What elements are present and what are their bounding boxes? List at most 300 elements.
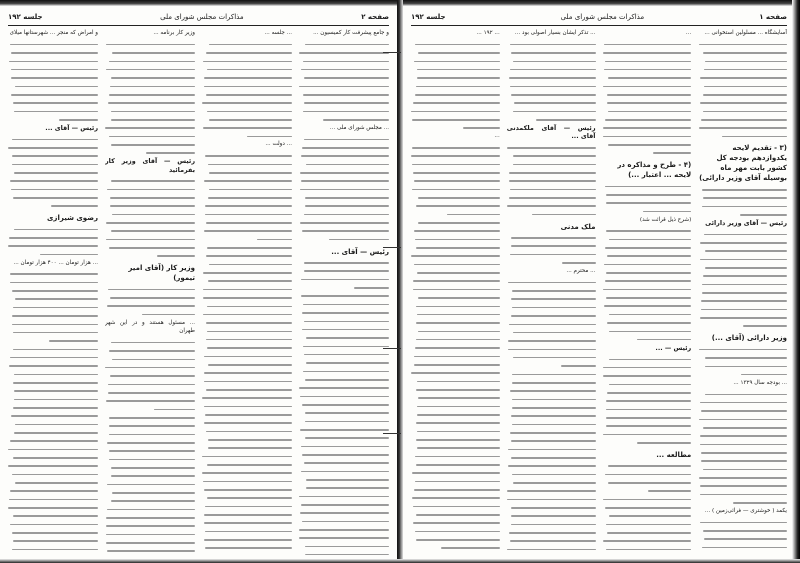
illegible-text-line [202, 502, 292, 510]
illegible-text-line [411, 115, 500, 123]
illegible-text-line [698, 107, 787, 115]
illegible-text-line [299, 476, 389, 484]
illegible-text-line [8, 270, 98, 278]
illegible-text-line [603, 260, 692, 268]
illegible-text-line [8, 57, 98, 65]
left-running-head [8, 10, 389, 24]
illegible-text-line [299, 517, 389, 525]
illegible-text-line [698, 124, 787, 132]
illegible-text-line [105, 464, 195, 472]
illegible-text-line [507, 152, 596, 160]
illegible-text-line [202, 369, 292, 377]
speaker-line: رئیس — ... [655, 343, 692, 352]
illegible-text-line [698, 370, 787, 378]
illegible-text-line [507, 345, 596, 353]
illegible-text-line [411, 65, 500, 73]
illegible-text-line [202, 427, 292, 435]
illegible-text-line [603, 355, 692, 363]
illegible-text-line [299, 409, 389, 417]
illegible-text-line [411, 107, 500, 115]
illegible-text-line [299, 392, 389, 400]
illegible-text-line [507, 90, 596, 98]
illegible-text-line [698, 345, 787, 353]
illegible-text-line [603, 182, 692, 190]
illegible-text-line [698, 90, 787, 98]
illegible-text-line [8, 487, 98, 495]
illegible-text-line [8, 303, 98, 311]
illegible-text-line [603, 462, 692, 470]
illegible-text-line [202, 90, 292, 98]
illegible-text-line [507, 512, 596, 520]
illegible-text-line [105, 514, 195, 522]
illegible-text-line [8, 295, 98, 303]
illegible-text-line [603, 520, 692, 528]
illegible-text-line [603, 235, 692, 243]
illegible-text-line [105, 505, 195, 513]
illegible-text-line [299, 177, 389, 185]
illegible-text-line [105, 380, 195, 388]
illegible-text-line [8, 370, 98, 378]
illegible-text-line [8, 169, 98, 177]
illegible-text-line [8, 312, 98, 320]
illegible-text-line [105, 82, 195, 90]
illegible-text-line [105, 455, 195, 463]
right-running-head [411, 10, 787, 24]
illegible-text-line [507, 495, 596, 503]
body-text: وزیر کار برنامه ... [153, 30, 195, 36]
illegible-text-line [299, 467, 389, 475]
illegible-text-line [698, 255, 787, 263]
illegible-text-line [603, 438, 692, 446]
illegible-text-line [105, 140, 195, 148]
illegible-text-line [411, 74, 500, 82]
illegible-text-line [698, 40, 787, 48]
illegible-text-line [105, 522, 195, 530]
gutter-mark [383, 247, 401, 248]
illegible-text-line [603, 504, 692, 512]
illegible-text-line [105, 530, 195, 538]
illegible-text-line [603, 413, 692, 421]
body-text: و امراض که منجر ... شهرستانها میلای [9, 30, 98, 36]
illegible-text-line [105, 74, 195, 82]
illegible-text-line [603, 74, 692, 82]
illegible-text-line [8, 437, 98, 445]
illegible-text-line [698, 535, 787, 543]
illegible-text-line [411, 90, 500, 98]
illegible-text-line [507, 529, 596, 537]
illegible-text-line [105, 210, 195, 218]
illegible-text-line [603, 363, 692, 371]
illegible-text-line [507, 328, 596, 336]
illegible-text-line [698, 57, 787, 65]
illegible-text-line [105, 49, 195, 57]
illegible-text-line [507, 278, 596, 286]
illegible-text-line [8, 462, 98, 470]
illegible-text-line [603, 294, 692, 302]
illegible-text-line [8, 537, 98, 545]
illegible-text-line [105, 252, 195, 260]
illegible-text-line [8, 250, 98, 258]
illegible-text-line [299, 309, 389, 317]
illegible-text-line [507, 537, 596, 545]
illegible-text-line [8, 90, 98, 98]
section-heading: (۳ - تقدیم لایحه یکدوازدهم بودجه کل کشور بابت مهر ماه بوسیله آقای وزیر دارائی) [699, 144, 787, 183]
left-page-column [299, 29, 389, 555]
illegible-text-line [202, 277, 292, 285]
illegible-text-line [698, 211, 787, 219]
illegible-text-line [411, 160, 500, 168]
illegible-text-line [202, 57, 292, 65]
illegible-text-line [299, 292, 389, 300]
illegible-text-line [202, 494, 292, 502]
illegible-text-line [299, 115, 389, 123]
illegible-text-line [507, 169, 596, 177]
illegible-text-line [105, 397, 195, 405]
illegible-text-line [411, 277, 500, 285]
illegible-text-line [603, 470, 692, 478]
illegible-text-line [105, 219, 195, 227]
illegible-text-line [202, 40, 292, 48]
illegible-text-line [202, 260, 292, 268]
illegible-text-line [411, 143, 500, 151]
illegible-text-line [411, 519, 500, 527]
illegible-text-line [411, 444, 500, 452]
illegible-text-line [105, 124, 195, 132]
illegible-text-line [202, 252, 292, 260]
illegible-text-line [507, 287, 596, 295]
illegible-text-line [105, 497, 195, 505]
left-page-column [105, 29, 195, 555]
illegible-text-line [507, 395, 596, 403]
illegible-text-line [603, 529, 692, 537]
illegible-text-line [8, 470, 98, 478]
illegible-text-line [603, 40, 692, 48]
body-text: (شرح ذیل قرائت شد) [639, 216, 692, 223]
illegible-text-line [299, 90, 389, 98]
illegible-text-line [698, 115, 787, 123]
illegible-text-line [698, 239, 787, 247]
illegible-text-line [411, 185, 500, 193]
right-page-column [698, 29, 787, 555]
illegible-text-line [603, 335, 692, 343]
left-page-column [202, 29, 292, 555]
illegible-text-line [698, 448, 787, 456]
illegible-text-line [8, 420, 98, 428]
illegible-text-line [603, 310, 692, 318]
illegible-text-line [8, 545, 98, 553]
illegible-text-line [507, 312, 596, 320]
illegible-text-line [698, 398, 787, 406]
illegible-text-line [299, 160, 389, 168]
left-header-title: مذاکرات مجلس شورای ملی [160, 13, 244, 21]
illegible-text-line [698, 473, 787, 481]
illegible-text-line [603, 191, 692, 199]
illegible-text-line [299, 40, 389, 48]
illegible-text-line [411, 152, 500, 160]
illegible-text-line [411, 452, 500, 460]
illegible-text-line [411, 527, 500, 535]
illegible-text-line [105, 539, 195, 547]
illegible-text-line [698, 74, 787, 82]
illegible-text-line [8, 202, 98, 210]
illegible-text-line [8, 320, 98, 328]
illegible-text-line [698, 432, 787, 440]
illegible-text-line [411, 294, 500, 302]
illegible-text-line [411, 427, 500, 435]
right-page-label: صفحه ۱ [759, 13, 787, 21]
illegible-text-line [698, 362, 787, 370]
illegible-text-line [411, 469, 500, 477]
illegible-text-line [8, 115, 98, 123]
illegible-text-line [299, 542, 389, 550]
body-text: یکمد ( خوشتری — فرائی‌زمین ) ... [704, 507, 787, 514]
illegible-text-line [105, 244, 195, 252]
illegible-text-line [8, 403, 98, 411]
illegible-text-line [299, 459, 389, 467]
illegible-text-line [507, 454, 596, 462]
illegible-text-line [202, 444, 292, 452]
illegible-text-line [299, 434, 389, 442]
illegible-text-line [105, 405, 195, 413]
illegible-text-line [411, 544, 500, 552]
illegible-text-line [8, 82, 98, 90]
illegible-text-line [202, 132, 292, 140]
illegible-text-line [603, 199, 692, 207]
body-text: ... مسئول هستند و در این شهر طهران [105, 319, 195, 334]
illegible-text-line [698, 499, 787, 507]
illegible-text-line [603, 277, 692, 285]
illegible-text-line [202, 115, 292, 123]
illegible-text-line [8, 177, 98, 185]
illegible-text-line [202, 461, 292, 469]
illegible-text-line [105, 194, 195, 202]
right-page-column [507, 29, 596, 555]
illegible-text-line [202, 552, 292, 555]
illegible-text-line [507, 420, 596, 428]
illegible-text-line [299, 492, 389, 500]
illegible-text-line [411, 419, 500, 427]
illegible-text-line [698, 415, 787, 423]
illegible-text-line [698, 440, 787, 448]
illegible-text-line [299, 334, 389, 342]
illegible-text-line [202, 177, 292, 185]
illegible-text-line [698, 49, 787, 57]
illegible-text-line [507, 194, 596, 202]
body-text: ... دولت ... [265, 141, 292, 148]
left-page-column [8, 29, 98, 555]
left-page-label: صفحه ۲ [361, 13, 389, 21]
illegible-text-line [603, 430, 692, 438]
illegible-text-line [507, 202, 596, 210]
illegible-text-line [603, 65, 692, 73]
illegible-text-line [603, 545, 692, 553]
illegible-text-line [507, 160, 596, 168]
illegible-text-line [698, 132, 787, 140]
illegible-text-line [411, 394, 500, 402]
illegible-text-line [603, 132, 692, 140]
illegible-text-line [698, 354, 787, 362]
illegible-text-line [299, 107, 389, 115]
illegible-text-line [603, 99, 692, 107]
illegible-text-line [603, 149, 692, 157]
illegible-text-line [105, 489, 195, 497]
illegible-text-line [105, 235, 195, 243]
illegible-text-line [299, 442, 389, 450]
illegible-text-line [507, 437, 596, 445]
illegible-text-line [105, 185, 195, 193]
illegible-text-line [603, 252, 692, 260]
body-text: ... تذکر ایشان بسیار اصولی بود ... [514, 30, 596, 36]
illegible-text-line [299, 185, 389, 193]
illegible-text-line [105, 355, 195, 363]
illegible-text-line [698, 305, 787, 313]
illegible-text-line [105, 310, 195, 318]
illegible-text-line [507, 428, 596, 436]
illegible-text-line [507, 445, 596, 453]
illegible-text-line [8, 479, 98, 487]
illegible-text-line [105, 338, 195, 346]
illegible-text-line [299, 65, 389, 73]
illegible-text-line [105, 65, 195, 73]
illegible-text-line [299, 534, 389, 542]
illegible-text-line [202, 519, 292, 527]
illegible-text-line [105, 413, 195, 421]
illegible-text-line [299, 375, 389, 383]
illegible-text-line [603, 512, 692, 520]
illegible-text-line [507, 40, 596, 48]
illegible-text-line [507, 470, 596, 478]
illegible-text-line [698, 264, 787, 272]
illegible-text-line [603, 397, 692, 405]
illegible-text-line [698, 247, 787, 255]
illegible-text-line [105, 107, 195, 115]
illegible-text-line [299, 325, 389, 333]
right-page [403, 6, 795, 561]
illegible-text-line [8, 65, 98, 73]
illegible-text-line [411, 244, 500, 252]
illegible-text-line [698, 518, 787, 526]
illegible-text-line [411, 344, 500, 352]
illegible-text-line [105, 438, 195, 446]
illegible-text-line [202, 327, 292, 335]
illegible-text-line [507, 295, 596, 303]
illegible-text-line [507, 115, 596, 123]
illegible-text-line [8, 152, 98, 160]
illegible-text-line [202, 360, 292, 368]
illegible-text-line [202, 294, 292, 302]
illegible-text-line [202, 185, 292, 193]
scan-right-shadow [792, 0, 800, 563]
illegible-text-line [603, 269, 692, 277]
illegible-text-line [603, 487, 692, 495]
illegible-text-line [507, 320, 596, 328]
illegible-text-line [202, 536, 292, 544]
illegible-text-line [698, 322, 787, 330]
illegible-text-line [105, 99, 195, 107]
illegible-text-line [299, 275, 389, 283]
illegible-text-line [105, 547, 195, 555]
illegible-text-line [202, 285, 292, 293]
body-text: ... محترم ... [566, 267, 596, 274]
illegible-text-line [202, 202, 292, 210]
illegible-text-line [411, 124, 500, 132]
illegible-text-line [507, 362, 596, 370]
illegible-text-line [202, 235, 292, 243]
body-text: ... [685, 30, 692, 36]
illegible-text-line [603, 140, 692, 148]
illegible-text-line [603, 372, 692, 380]
gutter-mark [383, 433, 401, 434]
illegible-text-line [299, 367, 389, 375]
illegible-text-line [8, 40, 98, 48]
illegible-text-line [202, 65, 292, 73]
illegible-text-line [411, 260, 500, 268]
illegible-text-line [507, 353, 596, 361]
illegible-text-line [105, 302, 195, 310]
speaker-line: رئیس — آقای وزیر کار بفرمائید [105, 157, 195, 174]
illegible-text-line [299, 342, 389, 350]
illegible-text-line [507, 387, 596, 395]
illegible-text-line [507, 462, 596, 470]
scan-bottom-edge [0, 559, 800, 563]
illegible-text-line [105, 90, 195, 98]
body-text: ... هزار تومان ... ۴۰۰ هزار تومان ... [13, 259, 98, 266]
illegible-text-line [411, 219, 500, 227]
illegible-text-line [603, 285, 692, 293]
illegible-text-line [299, 219, 389, 227]
illegible-text-line [698, 82, 787, 90]
illegible-text-line [8, 225, 98, 233]
illegible-text-line [202, 394, 292, 402]
left-columns [8, 29, 389, 555]
illegible-text-line [202, 410, 292, 418]
left-page [0, 6, 397, 561]
illegible-text-line [299, 135, 389, 143]
illegible-text-line [8, 278, 98, 286]
illegible-text-line [299, 501, 389, 509]
illegible-text-line [8, 554, 98, 555]
illegible-text-line [105, 202, 195, 210]
illegible-text-line [698, 99, 787, 107]
illegible-text-line [411, 285, 500, 293]
illegible-text-line [299, 400, 389, 408]
illegible-text-line [507, 259, 596, 267]
illegible-text-line [202, 107, 292, 115]
right-header-title: مذاکرات مجلس شورای ملی [560, 13, 645, 21]
illegible-text-line [698, 297, 787, 305]
illegible-text-line [507, 479, 596, 487]
body-text: ... [494, 133, 500, 140]
illegible-text-line [105, 227, 195, 235]
illegible-text-line [202, 486, 292, 494]
illegible-text-line [411, 369, 500, 377]
illegible-text-line [411, 177, 500, 185]
illegible-text-line [603, 327, 692, 335]
illegible-text-line [299, 451, 389, 459]
illegible-text-line [603, 319, 692, 327]
illegible-text-line [8, 512, 98, 520]
illegible-text-line [299, 57, 389, 65]
illegible-text-line [411, 410, 500, 418]
illegible-text-line [411, 202, 500, 210]
speaker-line: رئیس — آقای ملکمدنی آقای ... [506, 123, 596, 141]
illegible-text-line [411, 99, 500, 107]
section-heading: مطالعه ... [656, 450, 692, 459]
illegible-text-line [411, 269, 500, 277]
illegible-text-line [105, 430, 195, 438]
illegible-text-line [698, 314, 787, 322]
illegible-text-line [8, 99, 98, 107]
